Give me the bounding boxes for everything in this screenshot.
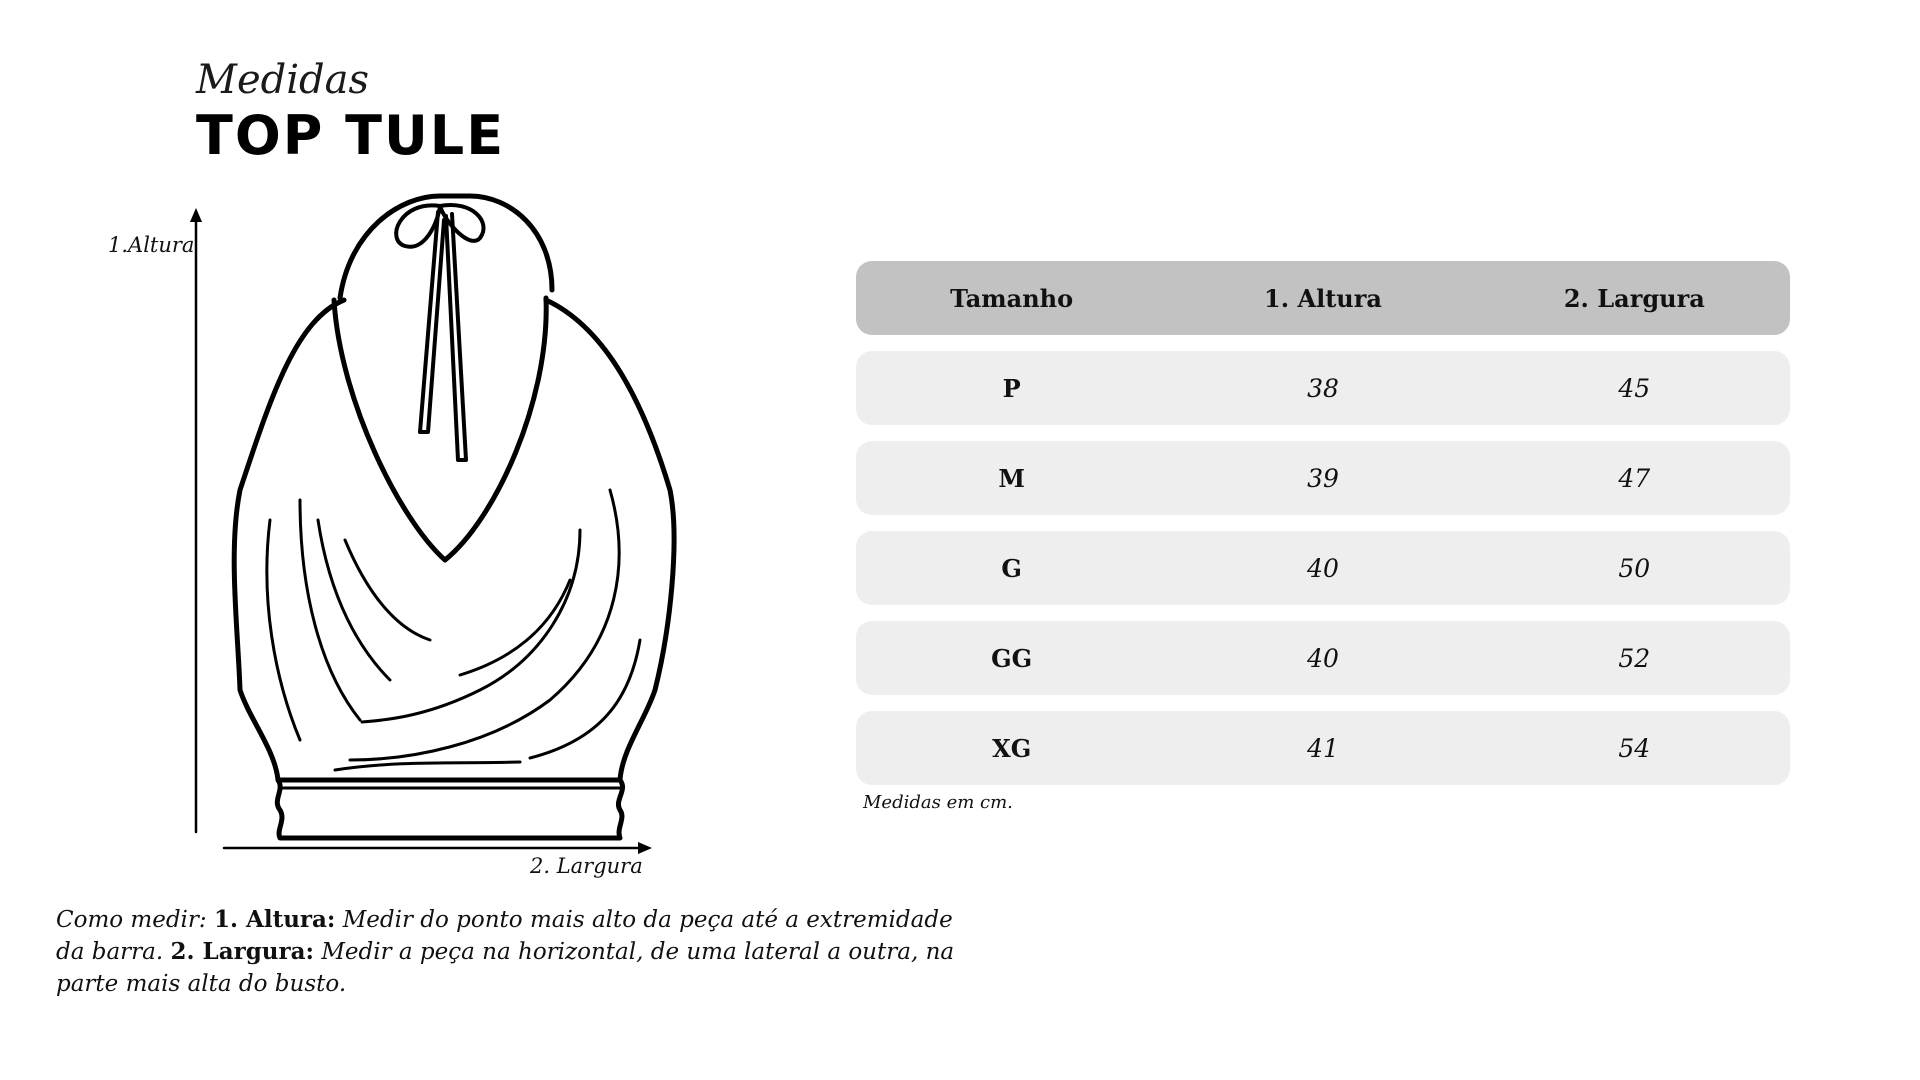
column-header-size: Tamanho xyxy=(950,283,1074,313)
height-cell: 40 xyxy=(1307,553,1339,583)
table-row xyxy=(856,711,1790,785)
howto-width-label: 2. Largura: xyxy=(170,938,315,965)
page-title: TOP TULE xyxy=(196,104,506,167)
howto-height-text: Medir do ponto mais alto da peça até a extremidade da barra. xyxy=(56,907,953,965)
width-cell: 47 xyxy=(1618,463,1651,493)
width-cell: 52 xyxy=(1618,643,1651,673)
how-to-measure-text xyxy=(56,904,956,1000)
howto-height-label: 1. Altura: xyxy=(213,906,336,933)
size-cell: GG xyxy=(991,643,1033,673)
size-cell: XG xyxy=(992,733,1032,763)
table-row xyxy=(856,621,1790,695)
size-cell: P xyxy=(1002,373,1021,403)
garment-figure xyxy=(100,160,700,884)
height-axis-label: 1.Altura xyxy=(108,233,195,257)
width-axis-label: 2. Largura xyxy=(530,854,643,878)
table-header-row xyxy=(856,261,1790,335)
height-cell: 40 xyxy=(1307,643,1339,673)
size-cell: M xyxy=(998,463,1025,493)
units-note: Medidas em cm. xyxy=(863,792,1013,813)
howto-intro: Como medir: xyxy=(56,907,214,933)
table-row xyxy=(856,531,1790,605)
column-header-width: 2. Largura xyxy=(1563,283,1705,313)
halter-top-drawing-icon xyxy=(100,160,700,880)
width-cell: 45 xyxy=(1618,373,1651,403)
width-cell: 50 xyxy=(1618,553,1651,583)
height-cell: 38 xyxy=(1307,373,1339,403)
height-cell: 41 xyxy=(1307,733,1339,763)
column-header-height: 1. Altura xyxy=(1264,283,1382,313)
page-subtitle: Medidas xyxy=(196,57,370,103)
size-cell: G xyxy=(1001,553,1022,583)
howto-width-text: Medir a peça na horizontal, de uma lateral a outra, na parte mais alta do busto. xyxy=(56,939,955,997)
width-cell: 54 xyxy=(1618,733,1651,763)
table-row xyxy=(856,351,1790,425)
size-table xyxy=(856,261,1790,801)
table-row xyxy=(856,441,1790,515)
height-cell: 39 xyxy=(1307,463,1339,493)
